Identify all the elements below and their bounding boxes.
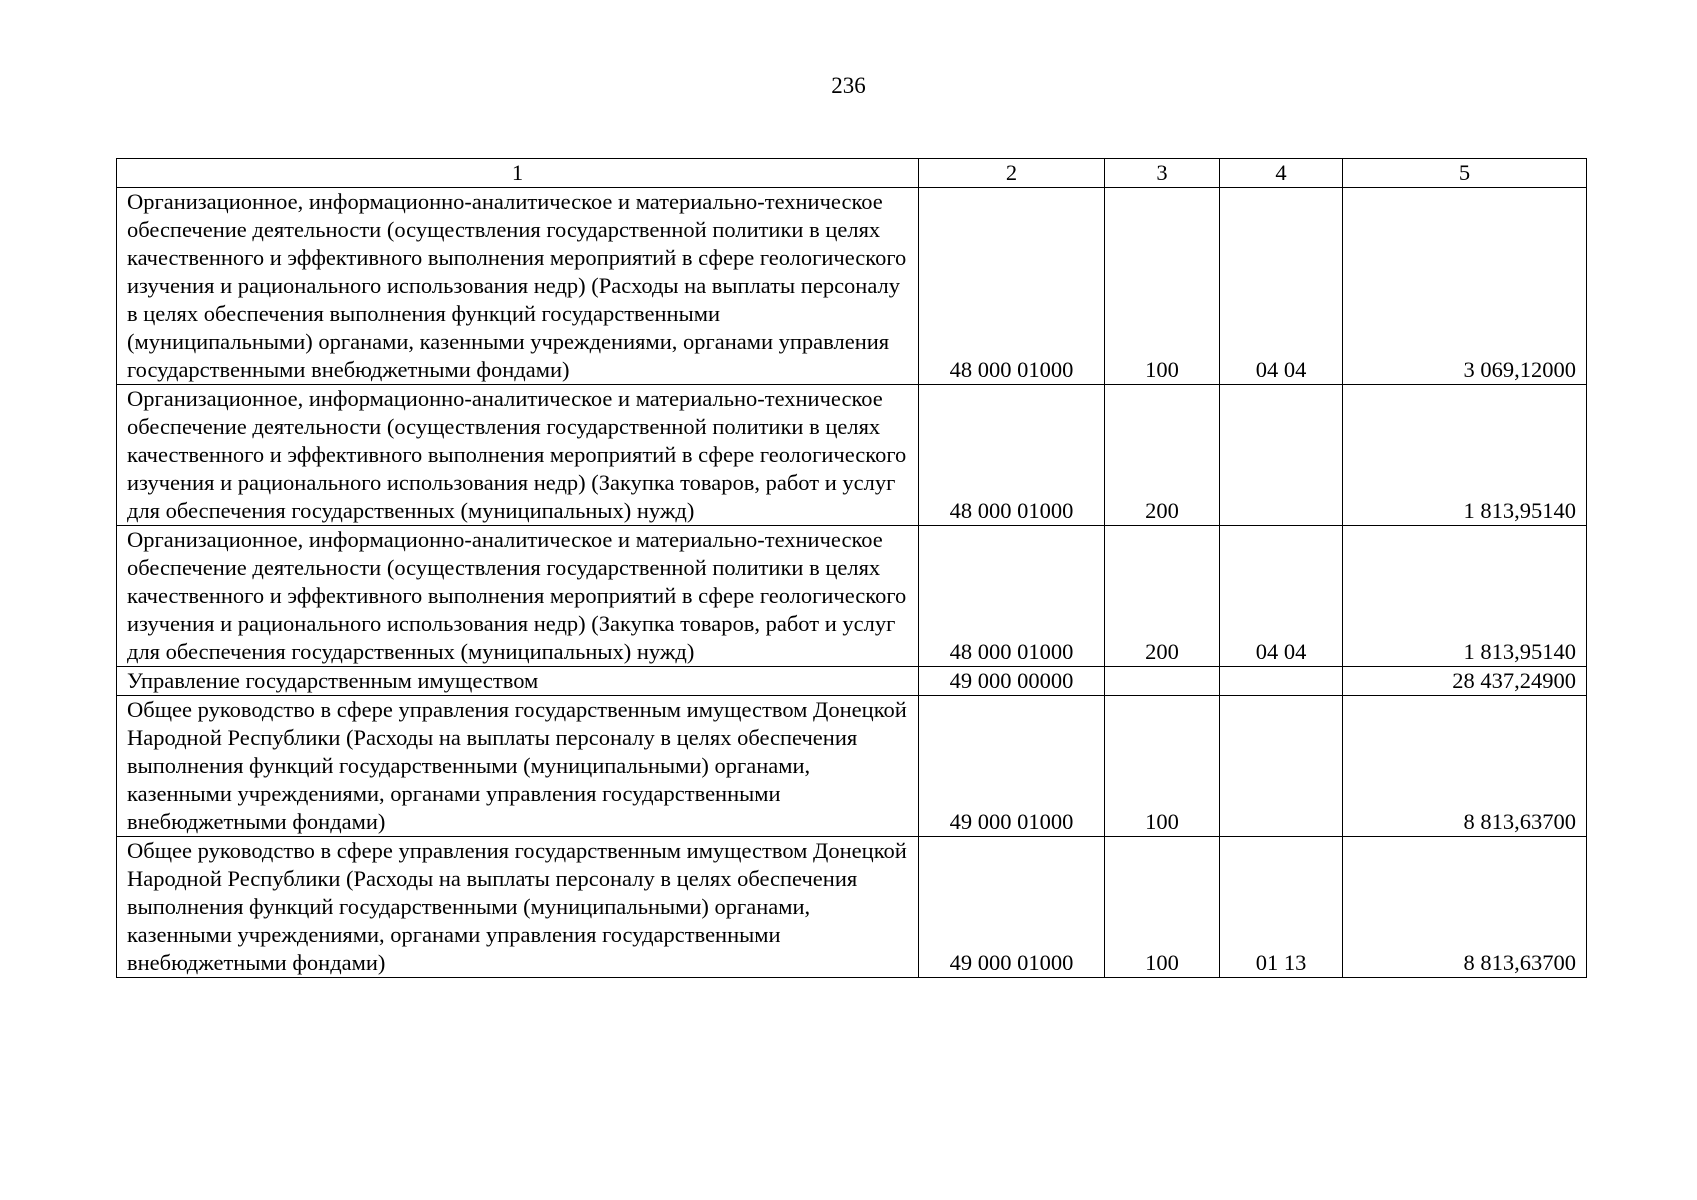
- row-expense-type: 100: [1105, 837, 1220, 978]
- row-target-article: 48 000 01000: [919, 385, 1105, 526]
- row-section: 04 04: [1220, 188, 1343, 385]
- column-header-5: 5: [1343, 159, 1587, 188]
- table-row: [117, 385, 1587, 526]
- row-amount: 28 437,24900: [1343, 667, 1587, 696]
- row-expense-type: 100: [1105, 696, 1220, 837]
- row-target-article: 49 000 01000: [919, 837, 1105, 978]
- table-row: [117, 188, 1587, 385]
- page-number: 236: [831, 73, 866, 98]
- row-target-article: 49 000 01000: [919, 696, 1105, 837]
- table-row: [117, 667, 1587, 696]
- row-expense-type: 100: [1105, 188, 1220, 385]
- row-expense-type: 200: [1105, 385, 1220, 526]
- row-amount: 1 813,95140: [1343, 526, 1587, 667]
- row-name: Организационное, информационно-аналитическое и материально-техническое обеспечение деятельности (осуществления государственной политики в целях качественного и эффективного выполнения мероприятий в сфере геологического изучения и рационального использования недр) (Расходы на выплаты персоналу в целях обеспечения выполнения функций государственными (муниципальными) органами, казенными учреждениями, органами управления государственными внебюджетными фондами): [117, 188, 919, 385]
- column-header-3: 3: [1105, 159, 1220, 188]
- column-header-4: 4: [1220, 159, 1343, 188]
- row-name: Организационное, информационно-аналитическое и материально-техническое обеспечение деятельности (осуществления государственной политики в целях качественного и эффективного выполнения мероприятий в сфере геологического изучения и рационального использования недр) (Закупка товаров, работ и услуг для обеспечения государственных (муниципальных) нужд): [117, 526, 919, 667]
- row-expense-type: 200: [1105, 526, 1220, 667]
- column-header-1: 1: [117, 159, 919, 188]
- table-header-row: [117, 159, 1587, 188]
- row-name: Общее руководство в сфере управления государственным имуществом Донецкой Народной Республики (Расходы на выплаты персоналу в целях обеспечения выполнения функций государственными (муниципальными) органами, казенными учреждениями, органами управления государственными внебюджетными фондами): [117, 837, 919, 978]
- row-section: [1220, 667, 1343, 696]
- row-section: 01 13: [1220, 837, 1343, 978]
- row-target-article: 48 000 01000: [919, 188, 1105, 385]
- row-target-article: 48 000 01000: [919, 526, 1105, 667]
- row-amount: 1 813,95140: [1343, 385, 1587, 526]
- row-section: 04 04: [1220, 526, 1343, 667]
- row-section: [1220, 696, 1343, 837]
- row-section: [1220, 385, 1343, 526]
- row-expense-type: [1105, 667, 1220, 696]
- row-name: Организационное, информационно-аналитическое и материально-техническое обеспечение деятельности (осуществления государственной политики в целях качественного и эффективного выполнения мероприятий в сфере геологического изучения и рационального использования недр) (Закупка товаров, работ и услуг для обеспечения государственных (муниципальных) нужд): [117, 385, 919, 526]
- table-row: [117, 696, 1587, 837]
- table-row: [117, 837, 1587, 978]
- row-name: Управление государственным имуществом: [117, 667, 919, 696]
- budget-table: [116, 158, 1587, 978]
- row-amount: 8 813,63700: [1343, 837, 1587, 978]
- row-target-article: 49 000 00000: [919, 667, 1105, 696]
- column-header-2: 2: [919, 159, 1105, 188]
- row-amount: 3 069,12000: [1343, 188, 1587, 385]
- row-amount: 8 813,63700: [1343, 696, 1587, 837]
- table-row: [117, 526, 1587, 667]
- row-name: Общее руководство в сфере управления государственным имуществом Донецкой Народной Республики (Расходы на выплаты персоналу в целях обеспечения выполнения функций государственными (муниципальными) органами, казенными учреждениями, органами управления государственными внебюджетными фондами): [117, 696, 919, 837]
